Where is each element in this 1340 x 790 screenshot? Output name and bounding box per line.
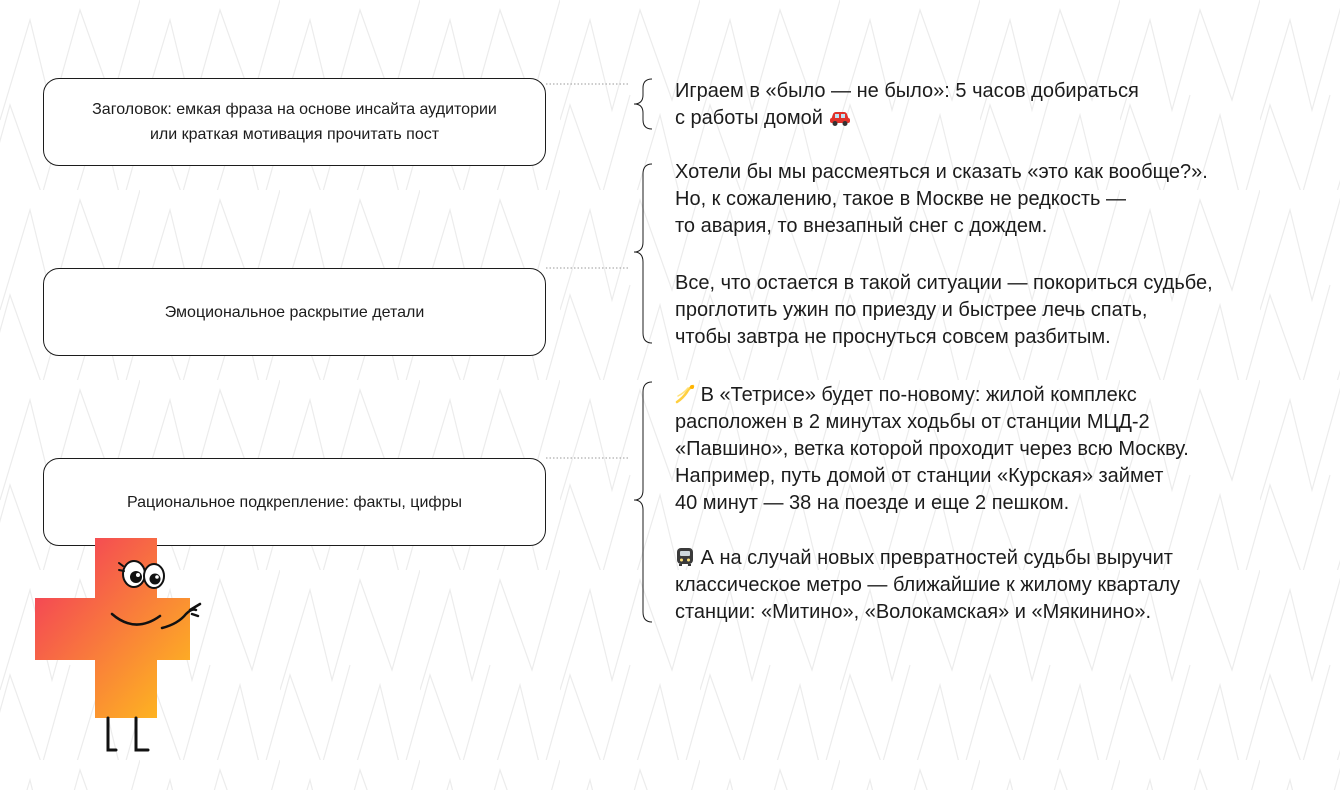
- label-emotional-text: Эмоциональное раскрытие детали: [164, 303, 425, 321]
- post-paragraph-4: [675, 545, 1180, 626]
- post-paragraph-4-text: А на случай новых превратностей судьбы выручит классическое метро — ближайшие к жилому кварталу станции: «Митино», «Волокамская» и «Мякинино».: [675, 547, 1181, 623]
- plus-mascot-illustration: [30, 530, 210, 760]
- label-rational-text: Рациональное подкрепление: факты, цифры: [127, 493, 462, 511]
- metro-icon: [675, 547, 695, 567]
- post-paragraph-1-text: Хотели бы мы рассмеяться и сказать «это как вообще?». Но, к сожалению, такое в Москве не редкость — то авария, то внезапный снег с дождем.: [675, 161, 1208, 237]
- post-paragraph-2-text: Все, что остается в такой ситуации — покориться судьбе, проглотить ужин по приезду и быстрее лечь спать, чтобы завтра не проснуться совсем разбитым.: [675, 272, 1213, 348]
- post-title-text: Играем в «было — не было»: 5 часов добираться с работы домой: [675, 80, 1139, 129]
- dizzy-icon: [675, 384, 695, 404]
- post-paragraph-3: [675, 382, 1189, 517]
- label-headline: [43, 78, 546, 166]
- post-paragraph-2: [675, 270, 1213, 351]
- label-emotional: [43, 268, 546, 356]
- car-icon: [828, 109, 852, 127]
- post-paragraph-3-text: В «Тетрисе» будет по-новому: жилой комплекс расположен в 2 минутах ходьбы от станции МЦД-2 «Павшино», ветка которой проходит через всю Москву. Например, путь домой от станции «Курская» займет 40 минут — 38 на поезде и еще 2 пешком.: [675, 384, 1189, 514]
- post-title: [675, 78, 1139, 132]
- label-headline-text: Заголовок: емкая фраза на основе инсайта аудитории или краткая мотивация прочитать пост: [92, 101, 497, 143]
- post-paragraph-1: [675, 159, 1208, 240]
